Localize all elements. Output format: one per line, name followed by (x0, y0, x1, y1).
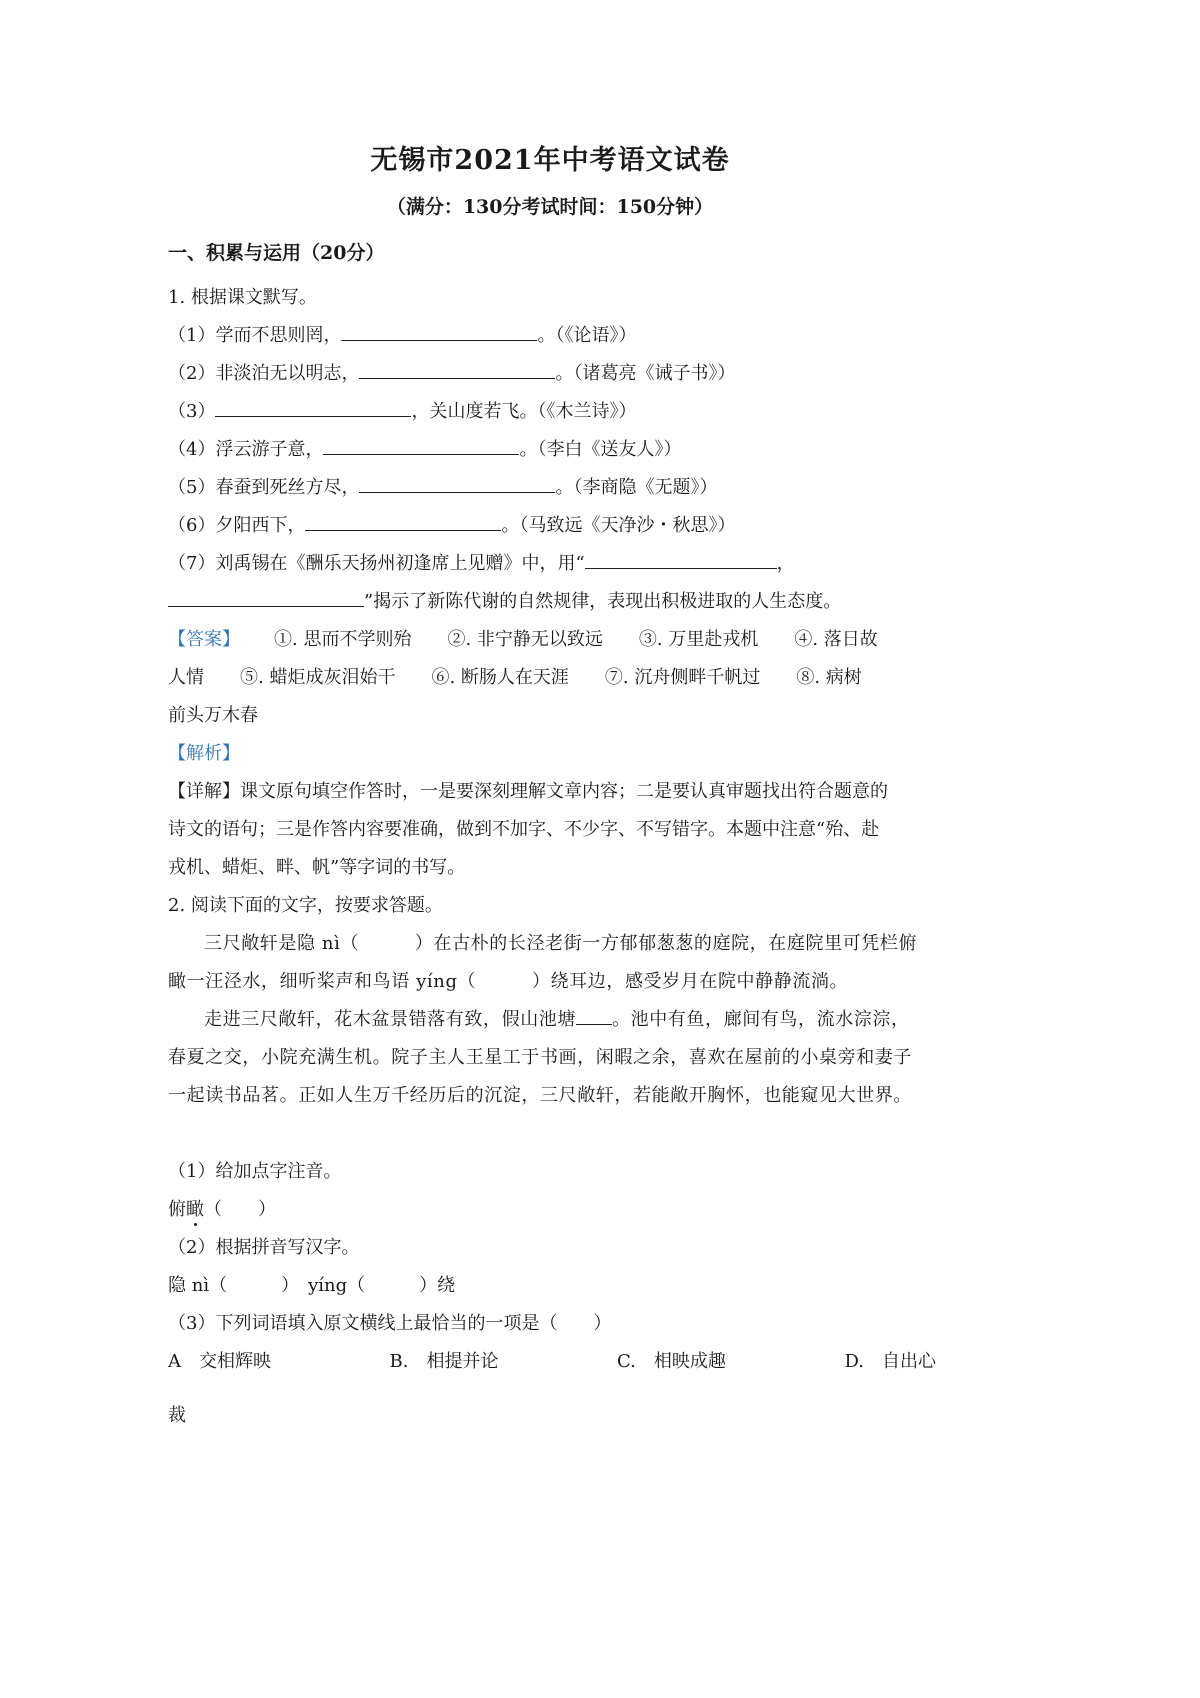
detail-line-1: 【详解】课文原句填空作答时，一是要深刻理解文章内容；二是要认真审题找出符合题意的 (168, 781, 888, 802)
sub-question-1-answer (168, 1195, 276, 1221)
section-heading: 一、积累与运用（20分） (168, 242, 385, 264)
answer-blank[interactable] (168, 587, 364, 607)
word-char: 俯 (168, 1199, 186, 1220)
passage-p2-line-2: 春夏之交，小院充满生机。院子主人王星工于书画，闲暇之余，喜欢在屋前的小桌旁和妻子 (168, 1047, 912, 1068)
answer-text: ①. 思而不学则殆 ②. 非宁静无以致远 ③. 万里赴戎机 ④. 落日故 (274, 629, 878, 650)
passage-p2-line-3: 一起读书品茗。正如人生万千经历后的沉淀，三尺敞轩，若能敞开胸怀，也能窥见大世界。 (168, 1085, 912, 1106)
item-source: 。（李白《送友人》） (519, 439, 682, 460)
question-1-item-7-cont (168, 587, 841, 613)
passage-text: 走进三尺敞轩，花木盆景错落有致，假山池塘 (204, 1009, 576, 1030)
analysis-label: 【解析】 (168, 743, 240, 764)
answer-blank[interactable] (359, 473, 555, 493)
detail-line-3: 戎机、蜡炬、畔、帆”等字词的书写。 (168, 857, 466, 878)
passage-p1-line-2: 瞰一汪泾水，细听桨声和鸟语 yíng（ ）绕耳边，感受岁月在院中静静流淌。 (168, 971, 849, 992)
question-2-stem: 2. 阅读下面的文字，按要求答题。 (168, 895, 443, 916)
passage-text: 。池中有鱼，廊间有鸟，流水淙淙， (612, 1009, 910, 1030)
item-text: （7）刘禹锡在《酬乐天扬州初逢席上见赠》中，用“ (168, 553, 585, 574)
option-c[interactable]: C. 相映成趣 (617, 1351, 726, 1372)
passage-p2-line-1 (204, 1005, 910, 1031)
page-title: 无锡市2021年中考语文试卷 (370, 145, 730, 176)
item-source: ，关山度若飞。（《木兰诗》） (411, 401, 637, 422)
answer-line-2: 人情 ⑤. 蜡炬成灰泪始干 ⑥. 断肠人在天涯 ⑦. 沉舟侧畔千帆过 ⑧. 病树 (168, 667, 862, 688)
answer-blank[interactable] (359, 359, 555, 379)
answer-label: 【答案】 (168, 629, 240, 650)
item-source: 。（诸葛亮《诫子书》） (555, 363, 736, 384)
answer-blank[interactable] (215, 397, 411, 417)
answer-paren[interactable]: （ ） (204, 1199, 276, 1220)
sub-question-3: （3）下列词语填入原文横线上最恰当的一项是（ ） (168, 1313, 612, 1334)
question-1-item-4 (168, 435, 681, 461)
item-text: （3） (168, 401, 216, 422)
question-1-item-7 (168, 549, 795, 575)
option-d-wrap: 裁 (168, 1405, 186, 1426)
item-text: （5）春蚕到死丝方尽， (168, 477, 360, 498)
sub-question-2: （2）根据拼音写汉字。 (168, 1237, 360, 1258)
answer-blank[interactable] (323, 435, 519, 455)
item-text: ”揭示了新陈代谢的自然规律，表现出积极进取的人生态度。 (364, 591, 842, 612)
passage-blank[interactable] (576, 1005, 612, 1025)
answer-line-1 (168, 625, 878, 651)
item-source: 。（马致远《天净沙・秋思》） (501, 515, 736, 536)
dotted-char: 瞰 (186, 1199, 204, 1220)
option-a[interactable]: A 交相辉映 (168, 1351, 271, 1372)
question-1-item-1 (168, 321, 636, 347)
answer-blank[interactable] (305, 511, 501, 531)
answer-line-3: 前头万木春 (168, 705, 258, 726)
exam-info: （满分：130分考试时间：150分钟） (386, 196, 714, 218)
item-text: （2）非淡泊无以明志， (168, 363, 360, 384)
item-text: ， (776, 553, 795, 574)
item-text: （1）学而不思则罔， (168, 325, 342, 346)
question-1-item-2 (168, 359, 735, 385)
answer-blank[interactable] (585, 549, 777, 569)
item-source: 。（《论语》） (537, 325, 637, 346)
item-text: （4）浮云游子意， (168, 439, 324, 460)
detail-line-2: 诗文的语句；三是作答内容要准确，做到不加字、不少字、不写错字。本题中注意“殆、赴 (168, 819, 880, 840)
answer-blank[interactable] (341, 321, 537, 341)
item-text: （6）夕阳西下， (168, 515, 306, 536)
option-d[interactable]: D. 自出心 (844, 1351, 936, 1372)
option-b[interactable]: B. 相提并论 (389, 1351, 499, 1372)
options-row (168, 1347, 936, 1373)
sub-question-1: （1）给加点字注音。 (168, 1161, 342, 1182)
passage-p1-line-1: 三尺敞轩是隐 nì（ ）在古朴的长泾老街一方郁郁葱葱的庭院，在庭院里可凭栏俯 (204, 933, 918, 954)
question-1-item-3 (168, 397, 636, 423)
question-1-stem: 1. 根据课文默写。 (168, 287, 317, 308)
question-1-item-6 (168, 511, 735, 537)
question-1-item-5 (168, 473, 717, 499)
sub-question-2-answer[interactable]: 隐 nì（ ） yíng（ ）绕 (168, 1275, 456, 1296)
item-source: 。（李商隐《无题》） (555, 477, 718, 498)
